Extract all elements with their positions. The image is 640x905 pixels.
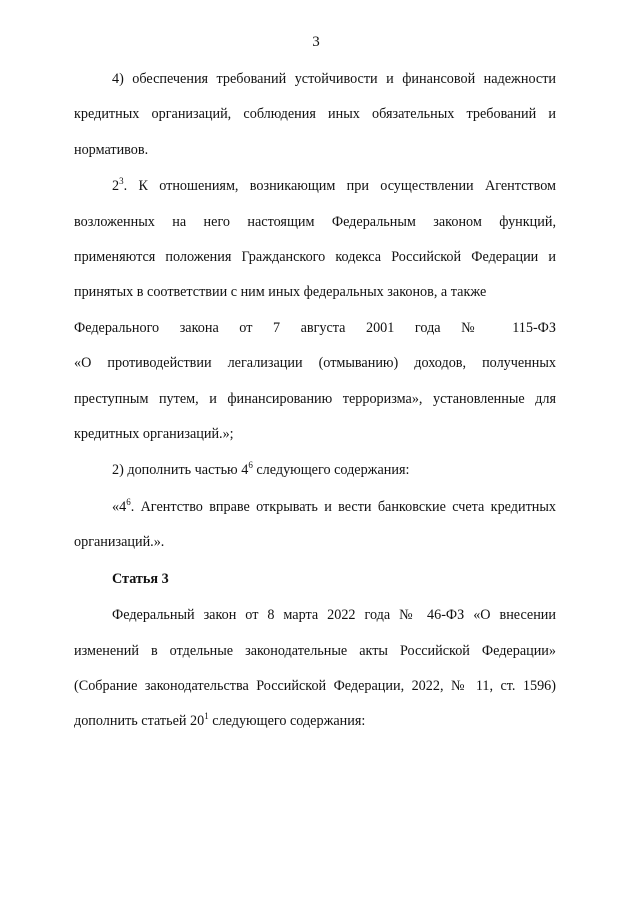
item-2-paragraph [74, 453, 556, 488]
article-3-superscript: 1 [204, 711, 209, 722]
part-2-3-text-end: «О противодействии легализации (отмыванию) доходов, полученных преступным путем, и финансированию терроризма», установленные для кредитных организаций.»; [74, 355, 556, 443]
part-4-6-superscript: 6 [126, 496, 131, 507]
part-2-3-text: . К отношениям, возникающим при осуществлении Агентством возложенных на него настоящим Федеральным законом функций, применяются положения Гражданского кодекса Российской Федерации и принятых в соответствии с ним иных федеральных законов, а также [74, 178, 556, 301]
document-body [74, 62, 556, 740]
article-3-post: следующего содержания: [208, 713, 366, 730]
part-2-3-paragraph [74, 169, 556, 311]
article-3-text: Федеральный закон от 8 марта 2022 года № 46-ФЗ «О внесении изменений в отдельные законодательные акты Российской Федерации» (Собрание законодательства Российской Федерации, 2022, № 11, ст. 1596) дополнить статьей 20 [74, 607, 556, 730]
item-4-paragraph: 4) обеспечения требований устойчивости и финансовой надежности кредитных организаций, соблюдения иных обязательных требований и нормативов. [74, 71, 556, 158]
part-2-3-number: 2 [112, 178, 120, 195]
part-2-3-law-line: Федерального закона от 7 августа 2001 года № 115-ФЗ [74, 319, 556, 336]
item-2-post: следующего содержания: [252, 462, 410, 479]
article-3-heading: Статья 3 [112, 570, 169, 587]
item-2-superscript: 6 [248, 460, 253, 471]
item-2-pre: 2) дополнить частью 4 [112, 462, 249, 479]
article-3-paragraph [74, 598, 556, 740]
part-4-6-pre: «4 [112, 498, 127, 515]
part-4-6-post: . Агентство вправе открывать и вести банковские счета кредитных организаций.». [74, 498, 556, 551]
page-number: 3 [312, 34, 320, 50]
part-4-6-paragraph [74, 490, 556, 561]
part-2-3-superscript: 3 [119, 176, 124, 187]
